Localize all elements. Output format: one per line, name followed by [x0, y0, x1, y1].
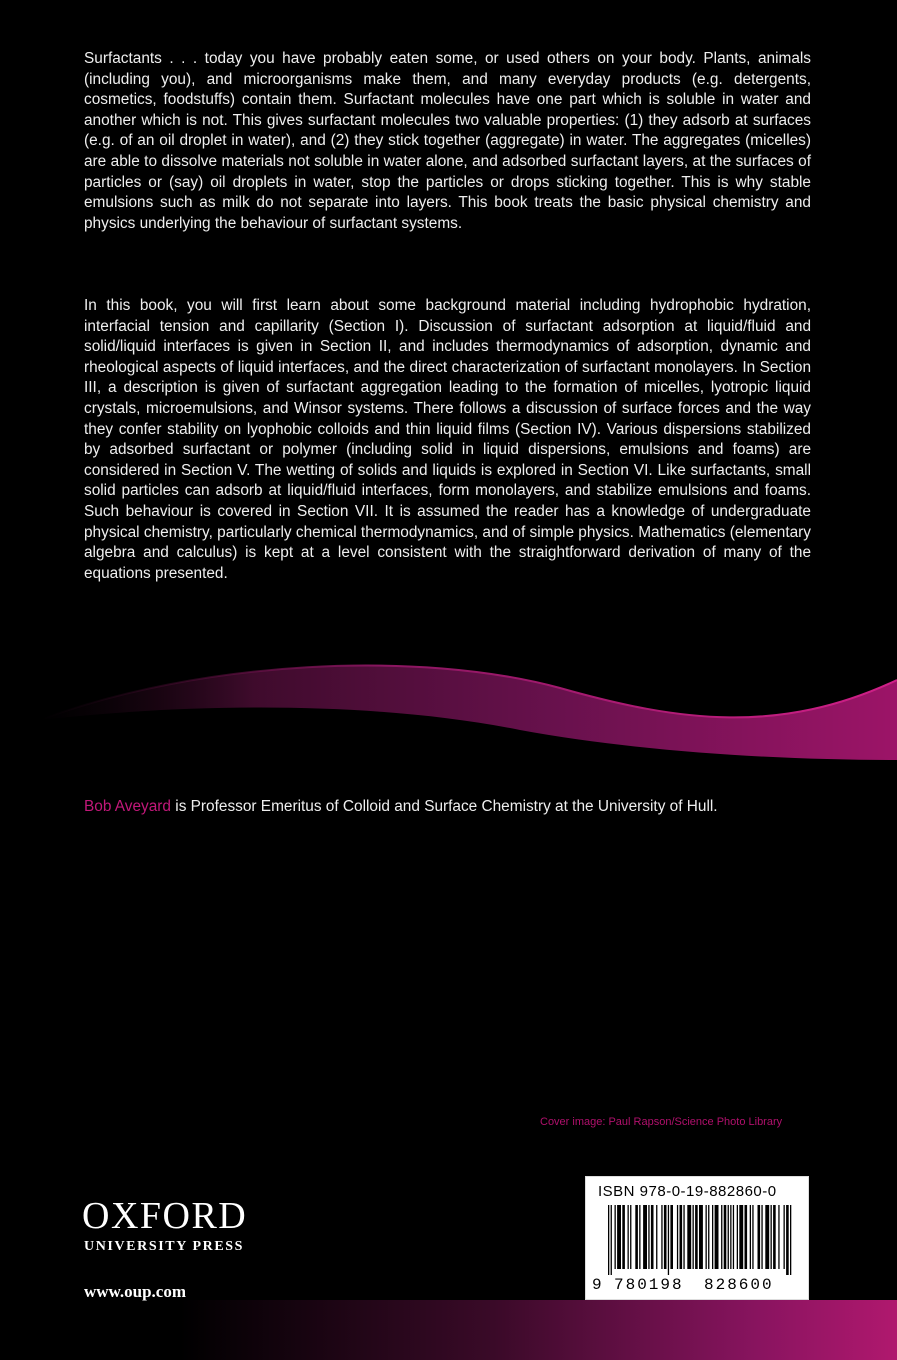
barcode-leading-digit: 9	[592, 1276, 602, 1294]
barcode-bar	[639, 1205, 640, 1269]
barcode-bar	[765, 1205, 769, 1269]
barcode-bar	[733, 1205, 734, 1269]
barcode-bar	[737, 1205, 738, 1269]
barcode-left-digits: 780198	[614, 1276, 684, 1294]
barcode-bar	[745, 1205, 748, 1269]
barcode-bar	[683, 1205, 684, 1269]
barcode-bar	[693, 1205, 694, 1269]
barcode-bar	[687, 1205, 691, 1269]
publisher-logo-subtitle: UNIVERSITY PRESS	[84, 1239, 245, 1254]
barcode-bar	[680, 1205, 683, 1269]
blurb-paragraph-1: Surfactants . . . today you have probably eaten some, or used others on your body. Plants, animals (including you), and microorganisms make them, and many everyday products (e.g. detergents, cosmetics, foodstuffs) contain them. Surfactant molecules have one part which is soluble in water and another which is not. This gives surfactant molecules two valuable properties: (1) they adsorb at surfaces (e.g. of an oil droplet in water), and (2) they stick together (aggregate) in water. The aggregates (micelles) are able to dissolve materials not soluble in water alone, and adsorbed surfactant layers, at the surfaces of particles or (say) oil droplets in water, stop the particles or drops sticking together. This is why stable emulsions such as milk do not separate into layers. This book treats the basic physical chemistry and physics underlying the behaviour of surfactant systems.	[84, 50, 811, 232]
barcode-bar	[630, 1205, 631, 1269]
barcode-bar	[648, 1205, 649, 1269]
barcode-bar	[628, 1205, 629, 1269]
barcode-bar	[708, 1205, 709, 1269]
barcode-bar	[715, 1205, 719, 1269]
barcode-bar	[786, 1205, 789, 1275]
barcode-right-digits: 828600	[704, 1276, 774, 1294]
barcode-bar	[758, 1205, 761, 1269]
barcode-bar	[739, 1205, 743, 1269]
bottom-gradient-band	[0, 1300, 897, 1360]
barcode-bar	[661, 1205, 662, 1269]
isbn-label: ISBN 978-0-19-882860-0	[598, 1183, 777, 1200]
isbn-barcode	[585, 1176, 809, 1300]
barcode-bar	[771, 1205, 772, 1269]
barcode-bar	[635, 1205, 638, 1269]
barcode-bar	[608, 1205, 609, 1275]
cover-image-credit: Cover image: Paul Rapson/Science Photo Library	[540, 1116, 783, 1128]
barcode-bar	[643, 1205, 647, 1269]
barcode-bar	[615, 1205, 616, 1269]
barcode-bar	[712, 1205, 713, 1269]
barcode-bar	[724, 1205, 727, 1269]
barcode-bar	[664, 1205, 667, 1269]
barcode-bars	[586, 1205, 810, 1295]
barcode-bar	[790, 1205, 791, 1275]
barcode-bar	[611, 1205, 612, 1275]
decorative-swoosh	[0, 640, 897, 760]
barcode-bar	[752, 1205, 753, 1269]
author-bio	[84, 797, 844, 817]
barcode-bar	[668, 1205, 669, 1275]
barcode-bar	[778, 1205, 779, 1269]
author-name: Bob Aveyard	[84, 798, 171, 815]
barcode-bar	[677, 1205, 678, 1269]
barcode-bar	[728, 1205, 729, 1269]
barcode-bar	[656, 1205, 657, 1269]
barcode-bar	[721, 1205, 722, 1269]
publisher-url: www.oup.com	[84, 1282, 187, 1301]
barcode-bar-group	[608, 1205, 791, 1275]
barcode-bar	[670, 1205, 673, 1269]
barcode-bar	[784, 1205, 785, 1269]
barcode-bar	[761, 1205, 762, 1269]
barcode-bar	[622, 1205, 625, 1269]
barcode-bar	[706, 1205, 707, 1269]
barcode-bar	[699, 1205, 703, 1269]
barcode-bar	[730, 1205, 731, 1269]
barcode-bar	[617, 1205, 621, 1269]
barcode-bar	[773, 1205, 776, 1269]
barcode-bar	[695, 1205, 698, 1269]
author-bio-text: is Professor Emeritus of Colloid and Surface Chemistry at the University of Hull.	[171, 798, 718, 815]
blurb-paragraph-2: In this book, you will first learn about some background material including hydrophobic hydration, interfacial tension and capillarity (Section I). Discussion of surfactant adsorption at liquid/fluid and solid/liquid interfaces is given in Section II, and includes thermodynamics of adsorption, dynamic and rheological aspects of liquid interfaces, and the direct characterization of surfactant monolayers. In Section III, a description is given of surfactant aggregation leading to the formation of micelles, lyotropic liquid crystals, microemulsions, and Winsor systems. There follows a discussion of surface forces and the way they confer stability on lyophobic colloids and thin liquid films (Section IV). Various dispersions stabilized by adsorbed surfactant or polymer (including solid in liquid dispersions, emulsions and foams) are considered in Section V. The wetting of solids and liquids is explored in Section VI. Like surfactants, small solid particles can adsorb at liquid/fluid interfaces, form monolayers, and stabilize emulsions and foams. Such behaviour is covered in Section VII. It is assumed the reader has a knowledge of undergraduate physical chemistry, particularly chemical thermodynamics, and of simple physics. Mathematics (elementary algebra and calculus) is kept at a level consistent with the straightforward derivation of many of the equations presented.	[84, 297, 811, 582]
publisher-logo-oxford: OXFORD	[82, 1195, 248, 1237]
barcode-bar	[651, 1205, 654, 1269]
barcode-bar	[750, 1205, 751, 1269]
